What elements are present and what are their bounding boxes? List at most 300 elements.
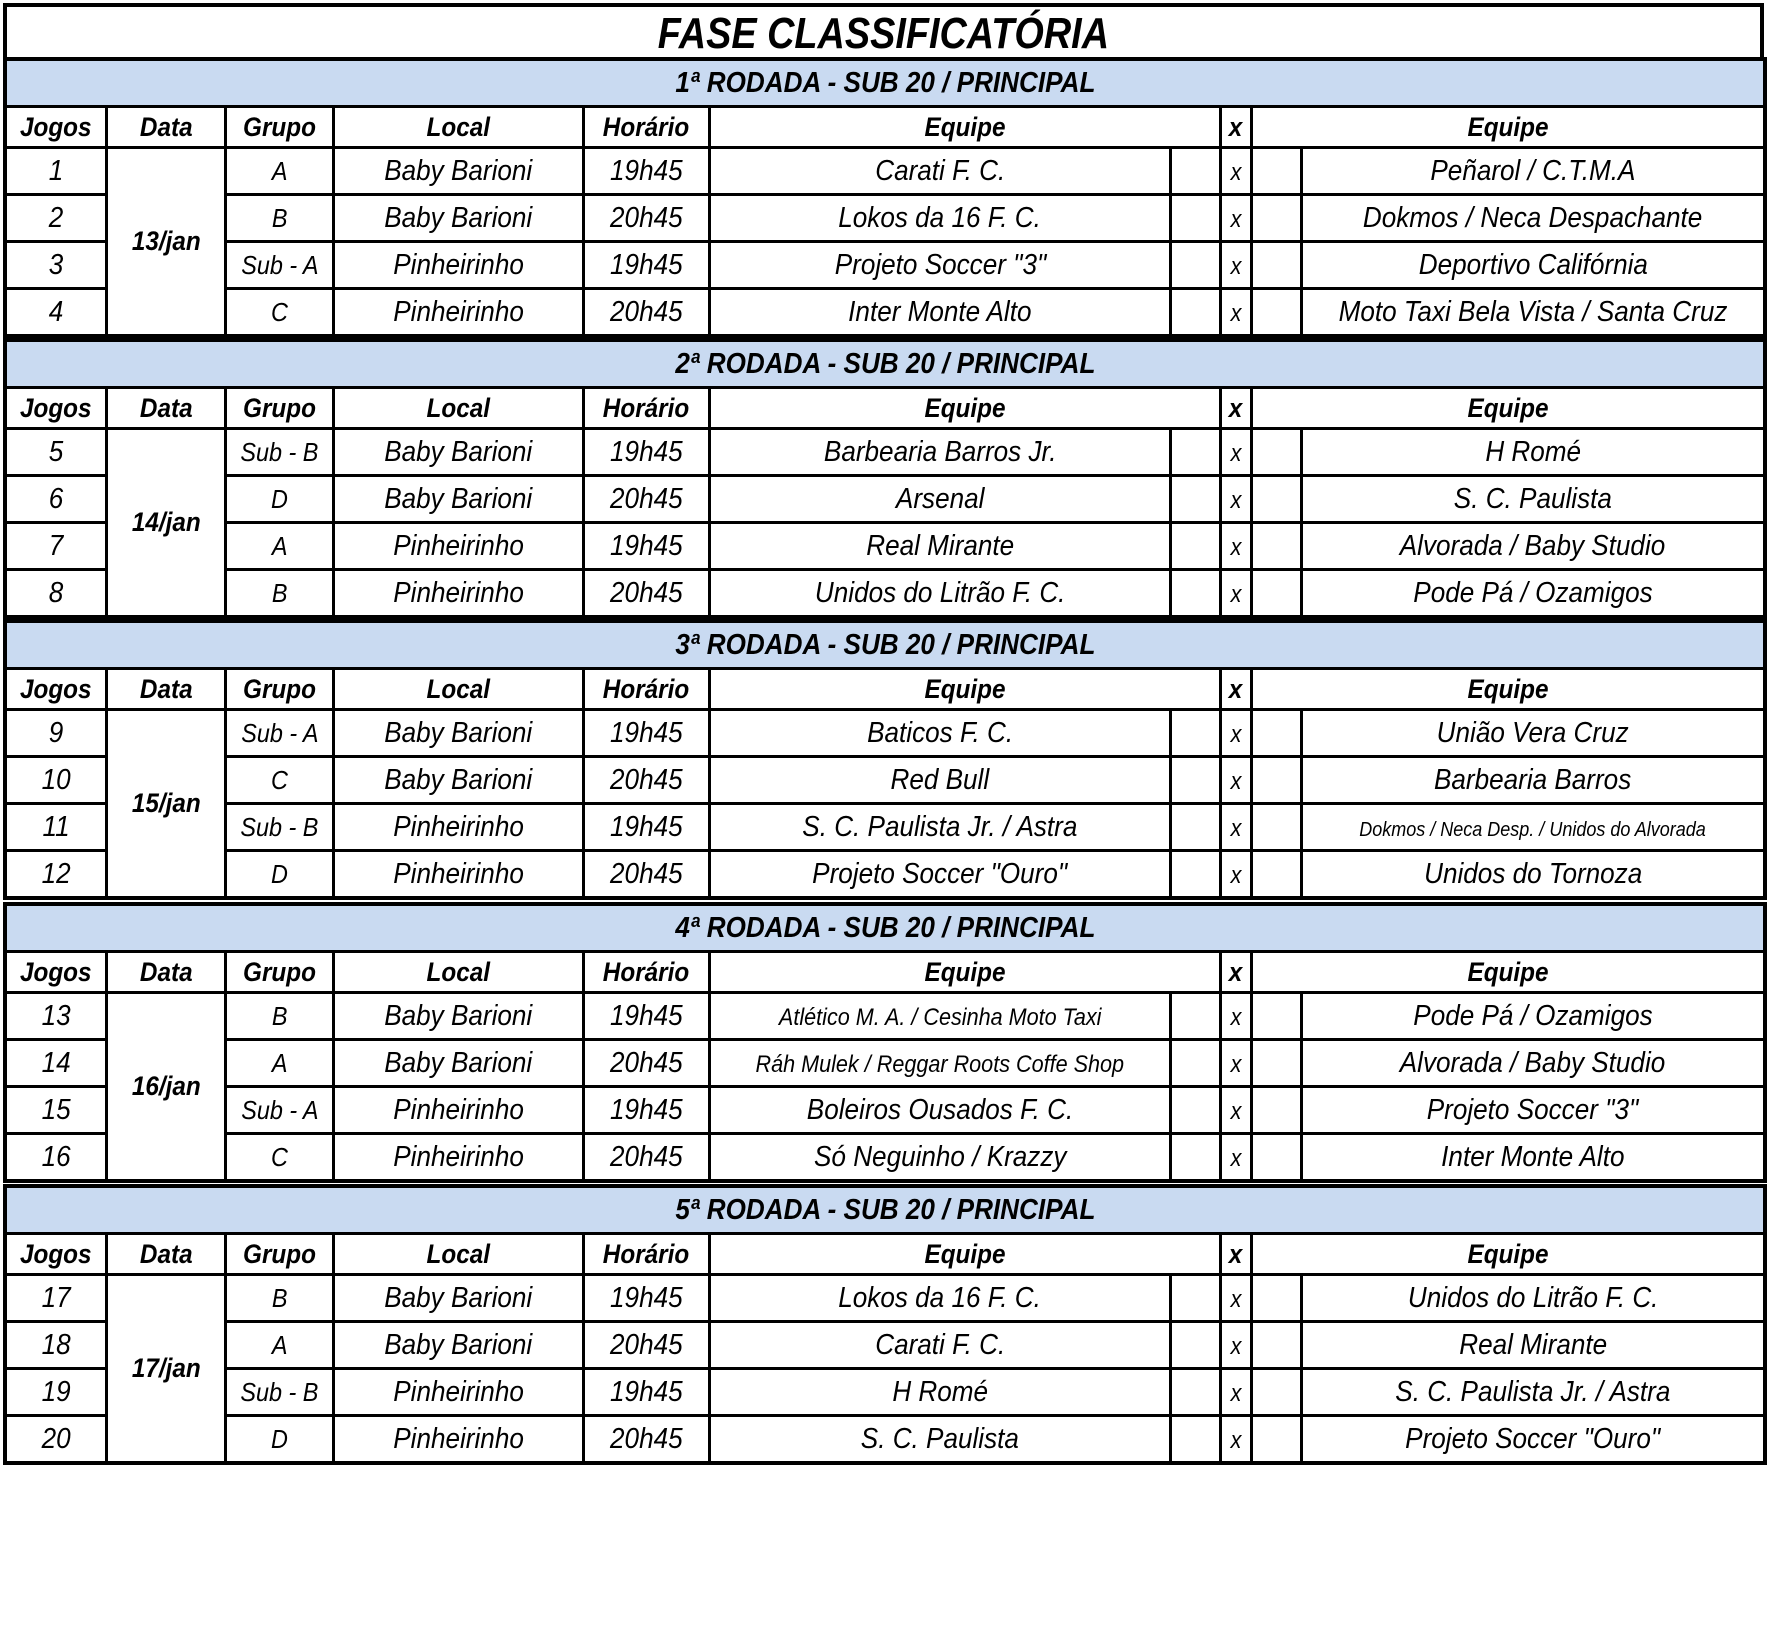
versus-mark — [1220, 476, 1252, 523]
home-score-box — [1171, 429, 1221, 476]
game-venue — [334, 148, 584, 195]
away-score-box — [1252, 476, 1302, 523]
game-venue — [334, 1040, 584, 1087]
game-venue — [334, 195, 584, 242]
table-row — [5, 570, 1765, 618]
game-time — [583, 195, 709, 242]
away-score-box — [1252, 1416, 1302, 1464]
header-x-text: x — [1229, 392, 1243, 423]
game-venue-text: Pinheirinho — [393, 295, 524, 328]
away-team-text: Moto Taxi Bela Vista / Santa Cruz — [1338, 295, 1728, 328]
game-time-text: 19h45 — [610, 810, 683, 843]
home-team-text: Inter Monte Alto — [848, 295, 1032, 328]
game-group-text: Sub - A — [240, 249, 319, 280]
home-team — [709, 1322, 1170, 1369]
game-number-text: 20 — [41, 1422, 71, 1455]
home-team-text: Atlético M. A. / Cesinha Moto Taxi — [778, 1003, 1102, 1031]
game-group — [226, 1087, 334, 1134]
game-number-text: 16 — [41, 1140, 71, 1173]
away-team-text: Alvorada / Baby Studio — [1400, 529, 1666, 562]
header-horario-text: Horário — [603, 673, 690, 704]
game-group — [226, 570, 334, 618]
home-score-box — [1171, 1134, 1221, 1182]
header-equipe-home-text: Equipe — [924, 673, 1006, 704]
game-date-text: 17/jan — [131, 1353, 201, 1383]
header-horario — [583, 669, 709, 710]
away-team-text: S. C. Paulista Jr. / Astra — [1395, 1375, 1671, 1408]
versus-mark-text: x — [1230, 1050, 1242, 1078]
table-row — [5, 242, 1765, 289]
game-date — [106, 148, 225, 337]
game-group-text: Sub - B — [240, 811, 319, 842]
versus-mark-text: x — [1230, 720, 1242, 748]
game-venue — [334, 993, 584, 1040]
versus-mark — [1220, 195, 1252, 242]
round-table-5 — [3, 1184, 1767, 1465]
game-time — [583, 1040, 709, 1087]
home-team-text: Projeto Soccer "3" — [834, 248, 1046, 281]
round-title-text: 3ª RODADA - SUB 20 / PRINCIPAL — [674, 628, 1096, 661]
away-team-text: Pode Pá / Ozamigos — [1413, 999, 1653, 1032]
round-band — [5, 621, 1765, 669]
away-team — [1301, 1275, 1765, 1322]
header-equipe-home-text: Equipe — [924, 956, 1006, 987]
versus-mark — [1220, 289, 1252, 337]
home-score-box — [1171, 523, 1221, 570]
round-title — [5, 904, 1765, 952]
game-number-text: 4 — [48, 295, 64, 328]
game-number-text: 18 — [41, 1328, 71, 1361]
game-venue — [334, 851, 584, 899]
game-time — [583, 1134, 709, 1182]
table-row — [5, 1134, 1765, 1182]
game-group — [226, 148, 334, 195]
game-time-text: 20h45 — [610, 1140, 683, 1173]
game-group — [226, 1040, 334, 1087]
game-venue-text: Pinheirinho — [393, 248, 524, 281]
home-team — [709, 1369, 1170, 1416]
game-venue-text: Baby Barioni — [384, 763, 533, 796]
game-group-text: B — [271, 202, 288, 233]
away-team-text: União Vera Cruz — [1436, 716, 1629, 749]
game-venue — [334, 476, 584, 523]
home-score-box — [1171, 1087, 1221, 1134]
game-group — [226, 1275, 334, 1322]
header-equipe-home — [709, 1234, 1220, 1275]
game-group — [226, 804, 334, 851]
away-team — [1301, 289, 1765, 337]
header-equipe-away — [1252, 1234, 1765, 1275]
versus-mark-text: x — [1230, 861, 1242, 889]
game-number-text: 11 — [42, 810, 70, 843]
game-venue — [334, 757, 584, 804]
header-equipe-home-text: Equipe — [924, 111, 1006, 142]
away-score-box — [1252, 757, 1302, 804]
round-table-1 — [3, 57, 1767, 338]
game-venue-text: Baby Barioni — [384, 482, 533, 515]
round-band — [5, 59, 1765, 107]
header-equipe-away — [1252, 952, 1765, 993]
game-group-text: C — [271, 764, 288, 795]
header-equipe-home-text: Equipe — [924, 392, 1006, 423]
header-grupo — [226, 952, 334, 993]
versus-mark-text: x — [1230, 814, 1242, 842]
away-score-box — [1252, 523, 1302, 570]
game-time-text: 20h45 — [610, 1046, 683, 1079]
away-score-box — [1252, 1275, 1302, 1322]
home-team — [709, 1087, 1170, 1134]
game-group-text: A — [271, 1047, 288, 1078]
round-title-text: 5ª RODADA - SUB 20 / PRINCIPAL — [674, 1193, 1096, 1226]
home-team-text: Lokos da 16 F. C. — [838, 201, 1042, 234]
game-venue-text: Baby Barioni — [384, 1328, 533, 1361]
header-grupo — [226, 388, 334, 429]
versus-mark-text: x — [1230, 1144, 1242, 1172]
page-title: FASE CLASSIFICATÓRIA — [657, 9, 1110, 58]
game-group — [226, 993, 334, 1040]
header-grupo — [226, 669, 334, 710]
header-jogos-text: Jogos — [20, 111, 92, 142]
away-score-box — [1252, 195, 1302, 242]
header-horario — [583, 107, 709, 148]
header-x — [1220, 1234, 1252, 1275]
header-data — [106, 1234, 225, 1275]
game-time — [583, 242, 709, 289]
game-number-text: 5 — [48, 435, 64, 468]
home-team — [709, 242, 1170, 289]
game-venue-text: Pinheirinho — [393, 810, 524, 843]
header-jogos-text: Jogos — [20, 956, 92, 987]
home-team — [709, 804, 1170, 851]
header-horario — [583, 952, 709, 993]
away-team — [1301, 804, 1765, 851]
game-venue — [334, 242, 584, 289]
round-title — [5, 1186, 1765, 1234]
game-number — [5, 1134, 106, 1182]
versus-mark — [1220, 710, 1252, 757]
game-number-text: 1 — [48, 154, 64, 187]
away-team — [1301, 570, 1765, 618]
away-team — [1301, 710, 1765, 757]
header-grupo-text: Grupo — [243, 111, 316, 142]
home-team-text: Barbearia Barros Jr. — [823, 435, 1057, 468]
header-equipe-away-text: Equipe — [1467, 392, 1549, 423]
home-team — [709, 289, 1170, 337]
home-score-box — [1171, 1369, 1221, 1416]
home-team-text: Real Mirante — [866, 529, 1015, 562]
home-team-text: Red Bull — [890, 763, 990, 796]
home-team-text: Carati F. C. — [874, 1328, 1006, 1361]
versus-mark-text: x — [1230, 1426, 1242, 1454]
game-group-text: D — [271, 1423, 288, 1454]
game-time — [583, 851, 709, 899]
game-group — [226, 1322, 334, 1369]
game-time-text: 19h45 — [610, 1093, 683, 1126]
game-time-text: 19h45 — [610, 529, 683, 562]
game-time-text: 19h45 — [610, 1281, 683, 1314]
game-group-text: C — [271, 1141, 288, 1172]
game-venue — [334, 710, 584, 757]
game-number — [5, 757, 106, 804]
game-venue-text: Pinheirinho — [393, 1093, 524, 1126]
game-time — [583, 148, 709, 195]
home-score-box — [1171, 993, 1221, 1040]
header-row — [5, 952, 1765, 993]
game-time — [583, 1369, 709, 1416]
game-group — [226, 195, 334, 242]
away-team-text: Projeto Soccer "3" — [1427, 1093, 1639, 1126]
home-team-text: Arsenal — [895, 482, 985, 515]
away-team-text: Unidos do Tornoza — [1423, 857, 1642, 890]
header-jogos — [5, 952, 106, 993]
header-horario-text: Horário — [603, 392, 690, 423]
away-team-text: Peñarol / C.T.M.A — [1430, 154, 1636, 187]
game-time-text: 19h45 — [610, 716, 683, 749]
game-number — [5, 429, 106, 476]
game-date-text: 14/jan — [131, 507, 201, 537]
game-venue-text: Pinheirinho — [393, 857, 524, 890]
game-group-text: B — [271, 1282, 288, 1313]
game-number-text: 13 — [41, 999, 71, 1032]
round-table-4 — [3, 902, 1767, 1183]
away-team — [1301, 1369, 1765, 1416]
away-team — [1301, 851, 1765, 899]
home-team — [709, 851, 1170, 899]
game-group — [226, 1416, 334, 1464]
home-score-box — [1171, 1275, 1221, 1322]
game-number — [5, 289, 106, 337]
header-equipe-away-text: Equipe — [1467, 1238, 1549, 1269]
home-score-box — [1171, 710, 1221, 757]
away-team-text: S. C. Paulista — [1453, 482, 1612, 515]
away-team — [1301, 242, 1765, 289]
versus-mark — [1220, 242, 1252, 289]
header-local — [334, 669, 584, 710]
versus-mark — [1220, 1416, 1252, 1464]
versus-mark-text: x — [1230, 205, 1242, 233]
away-score-box — [1252, 1087, 1302, 1134]
home-score-box — [1171, 476, 1221, 523]
versus-mark — [1220, 570, 1252, 618]
header-equipe-home-text: Equipe — [924, 1238, 1006, 1269]
table-row — [5, 1369, 1765, 1416]
game-venue-text: Baby Barioni — [384, 201, 533, 234]
versus-mark-text: x — [1230, 1332, 1242, 1360]
away-team-text: Unidos do Litrão F. C. — [1407, 1281, 1659, 1314]
game-number-text: 15 — [41, 1093, 71, 1126]
game-time — [583, 1416, 709, 1464]
home-team — [709, 476, 1170, 523]
versus-mark-text: x — [1230, 1379, 1242, 1407]
game-time-text: 20h45 — [610, 857, 683, 890]
away-team-text: Projeto Soccer "Ouro" — [1405, 1422, 1661, 1455]
home-team-text: Carati F. C. — [874, 154, 1006, 187]
header-local-text: Local — [426, 956, 491, 987]
away-team-text: Pode Pá / Ozamigos — [1413, 576, 1653, 609]
home-team — [709, 195, 1170, 242]
table-row — [5, 148, 1765, 195]
home-score-box — [1171, 570, 1221, 618]
versus-mark-text: x — [1230, 299, 1242, 327]
game-group — [226, 1369, 334, 1416]
header-jogos-text: Jogos — [20, 392, 92, 423]
away-score-box — [1252, 148, 1302, 195]
home-team-text: Baticos F. C. — [867, 716, 1014, 749]
game-time-text: 19h45 — [610, 1375, 683, 1408]
round-title — [5, 59, 1765, 107]
game-time-text: 20h45 — [610, 763, 683, 796]
versus-mark-text: x — [1230, 767, 1242, 795]
game-venue-text: Pinheirinho — [393, 1422, 524, 1455]
home-team-text: Ráh Mulek / Reggar Roots Coffe Shop — [755, 1050, 1125, 1078]
table-row — [5, 993, 1765, 1040]
game-venue-text: Baby Barioni — [384, 435, 533, 468]
game-group-text: A — [271, 530, 288, 561]
header-row — [5, 107, 1765, 148]
header-data — [106, 388, 225, 429]
game-number — [5, 804, 106, 851]
header-grupo-text: Grupo — [243, 392, 316, 423]
home-team — [709, 757, 1170, 804]
game-number — [5, 523, 106, 570]
header-equipe-away — [1252, 107, 1765, 148]
header-local-text: Local — [426, 673, 491, 704]
versus-mark-text: x — [1230, 580, 1242, 608]
home-team — [709, 570, 1170, 618]
game-number-text: 2 — [48, 201, 64, 234]
away-score-box — [1252, 993, 1302, 1040]
home-team-text: H Romé — [892, 1375, 988, 1408]
table-row — [5, 710, 1765, 757]
away-score-box — [1252, 710, 1302, 757]
game-number-text: 19 — [41, 1375, 71, 1408]
game-venue — [334, 1322, 584, 1369]
header-data — [106, 669, 225, 710]
header-x — [1220, 388, 1252, 429]
header-jogos-text: Jogos — [20, 673, 92, 704]
game-number — [5, 1087, 106, 1134]
game-time — [583, 804, 709, 851]
game-date-text: 13/jan — [131, 226, 201, 256]
header-equipe-away-text: Equipe — [1467, 111, 1549, 142]
versus-mark-text: x — [1230, 252, 1242, 280]
header-jogos — [5, 1234, 106, 1275]
table-row — [5, 289, 1765, 337]
away-team — [1301, 993, 1765, 1040]
home-score-box — [1171, 195, 1221, 242]
game-number-text: 8 — [48, 576, 64, 609]
game-venue — [334, 429, 584, 476]
away-score-box — [1252, 1369, 1302, 1416]
game-time-text: 20h45 — [610, 1328, 683, 1361]
table-row — [5, 1040, 1765, 1087]
header-x — [1220, 107, 1252, 148]
versus-mark — [1220, 1369, 1252, 1416]
versus-mark-text: x — [1230, 1285, 1242, 1313]
header-x-text: x — [1229, 1238, 1243, 1269]
away-team — [1301, 1322, 1765, 1369]
game-group-text: Sub - A — [240, 717, 319, 748]
away-team — [1301, 148, 1765, 195]
game-group — [226, 851, 334, 899]
title-box — [3, 3, 1764, 61]
versus-mark-text: x — [1230, 486, 1242, 514]
versus-mark — [1220, 1275, 1252, 1322]
game-date — [106, 1275, 225, 1464]
table-row — [5, 523, 1765, 570]
round-title-text: 1ª RODADA - SUB 20 / PRINCIPAL — [674, 66, 1096, 99]
game-number-text: 17 — [41, 1281, 71, 1314]
away-team — [1301, 1087, 1765, 1134]
away-team-text: Alvorada / Baby Studio — [1400, 1046, 1666, 1079]
round-title-text: 4ª RODADA - SUB 20 / PRINCIPAL — [674, 911, 1096, 944]
round-title — [5, 621, 1765, 669]
home-score-box — [1171, 757, 1221, 804]
home-score-box — [1171, 148, 1221, 195]
home-team-text: Unidos do Litrão F. C. — [814, 576, 1066, 609]
home-team — [709, 1134, 1170, 1182]
game-venue — [334, 804, 584, 851]
game-time-text: 20h45 — [610, 1422, 683, 1455]
game-date-text: 15/jan — [131, 788, 201, 818]
game-group — [226, 476, 334, 523]
header-grupo-text: Grupo — [243, 956, 316, 987]
away-score-box — [1252, 570, 1302, 618]
round-band — [5, 904, 1765, 952]
home-score-box — [1171, 1040, 1221, 1087]
game-venue-text: Baby Barioni — [384, 1046, 533, 1079]
game-time — [583, 523, 709, 570]
header-horario-text: Horário — [603, 956, 690, 987]
game-time-text: 20h45 — [610, 295, 683, 328]
game-venue — [334, 289, 584, 337]
round-table-2 — [3, 338, 1767, 619]
header-local — [334, 107, 584, 148]
game-group-text: C — [271, 296, 288, 327]
header-data-text: Data — [139, 673, 193, 704]
home-team-text: Lokos da 16 F. C. — [838, 1281, 1042, 1314]
header-local-text: Local — [426, 111, 491, 142]
away-team — [1301, 429, 1765, 476]
away-team — [1301, 1134, 1765, 1182]
header-grupo-text: Grupo — [243, 1238, 316, 1269]
game-time — [583, 429, 709, 476]
header-data-text: Data — [139, 956, 193, 987]
table-row — [5, 1416, 1765, 1464]
table-row — [5, 195, 1765, 242]
home-team — [709, 993, 1170, 1040]
game-venue-text: Baby Barioni — [384, 154, 533, 187]
game-time-text: 19h45 — [610, 435, 683, 468]
versus-mark-text: x — [1230, 1097, 1242, 1125]
away-team-text: Real Mirante — [1458, 1328, 1607, 1361]
home-team — [709, 148, 1170, 195]
home-team-text: Boleiros Ousados F. C. — [806, 1093, 1074, 1126]
game-group-text: Sub - B — [240, 1376, 319, 1407]
game-venue — [334, 1134, 584, 1182]
header-x-text: x — [1229, 956, 1243, 987]
game-number — [5, 710, 106, 757]
game-venue-text: Pinheirinho — [393, 576, 524, 609]
game-group-text: A — [271, 155, 288, 186]
game-group — [226, 710, 334, 757]
game-date — [106, 710, 225, 899]
game-time-text: 20h45 — [610, 576, 683, 609]
away-team-text: Deportivo Califórnia — [1418, 248, 1648, 281]
away-team — [1301, 476, 1765, 523]
game-number-text: 9 — [48, 716, 64, 749]
header-row — [5, 1234, 1765, 1275]
